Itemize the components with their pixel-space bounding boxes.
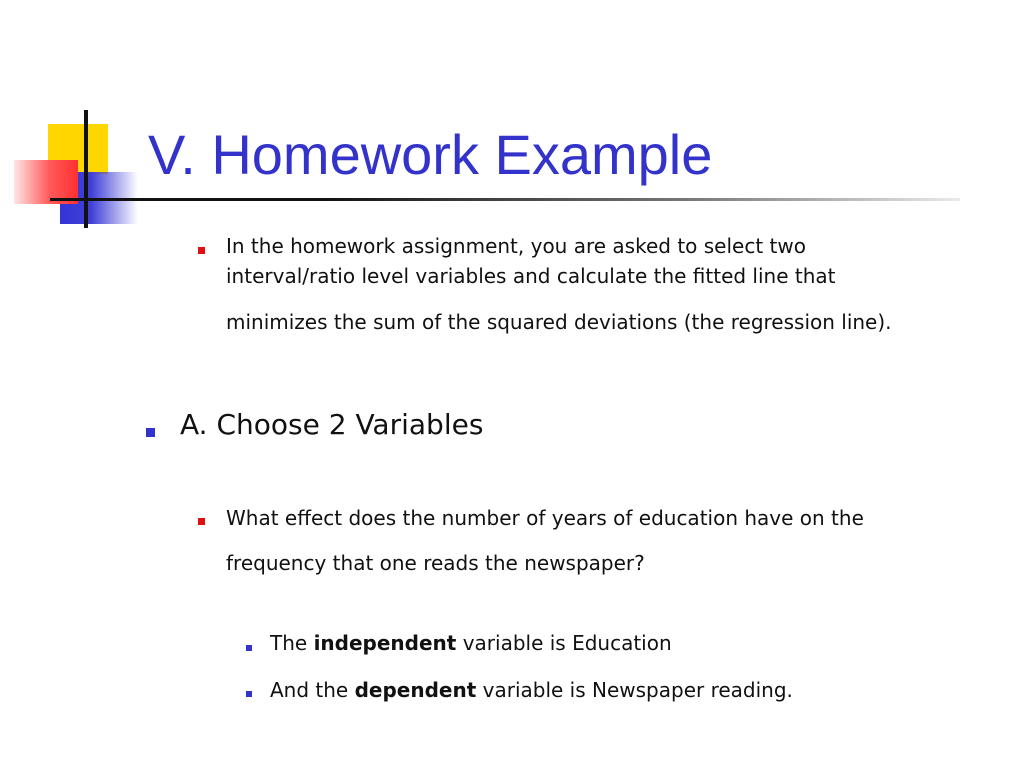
bullet-bold-term: dependent	[354, 678, 477, 702]
bullet-line: interval/ratio level variables and calculate the fitted line that	[226, 264, 836, 288]
bullet-line: In the homework assignment, you are asked to select two	[226, 234, 806, 258]
bullet-text: variable is Education	[456, 631, 672, 655]
bullet-text: variable is Newspaper reading.	[476, 678, 793, 702]
bullet-square-icon	[198, 518, 205, 525]
bullet-research-question	[226, 506, 996, 596]
bullet-homework-assignment	[226, 234, 996, 340]
bullet-bold-term: independent	[313, 631, 457, 655]
bullet-line: What effect does the number of years of education have on the	[226, 506, 864, 530]
bullet-dependent-variable	[270, 678, 793, 702]
title-underline-rule	[50, 198, 960, 201]
bullet-choose-variables: A. Choose 2 Variables	[180, 408, 484, 441]
bullet-text: And the	[270, 678, 355, 702]
bullet-independent-variable	[270, 631, 672, 655]
bullet-square-icon	[246, 691, 252, 697]
bullet-text: The	[270, 631, 314, 655]
bullet-square-icon	[246, 645, 252, 651]
bullet-line: frequency that one reads the newspaper?	[226, 551, 645, 575]
bullet-square-icon	[146, 428, 155, 437]
decorative-logo	[0, 0, 160, 240]
bullet-line: minimizes the sum of the squared deviations (the regression line).	[226, 310, 892, 334]
slide-title: V. Homework Example	[148, 123, 713, 186]
bullet-square-icon	[198, 247, 205, 254]
vertical-rule	[84, 110, 88, 228]
